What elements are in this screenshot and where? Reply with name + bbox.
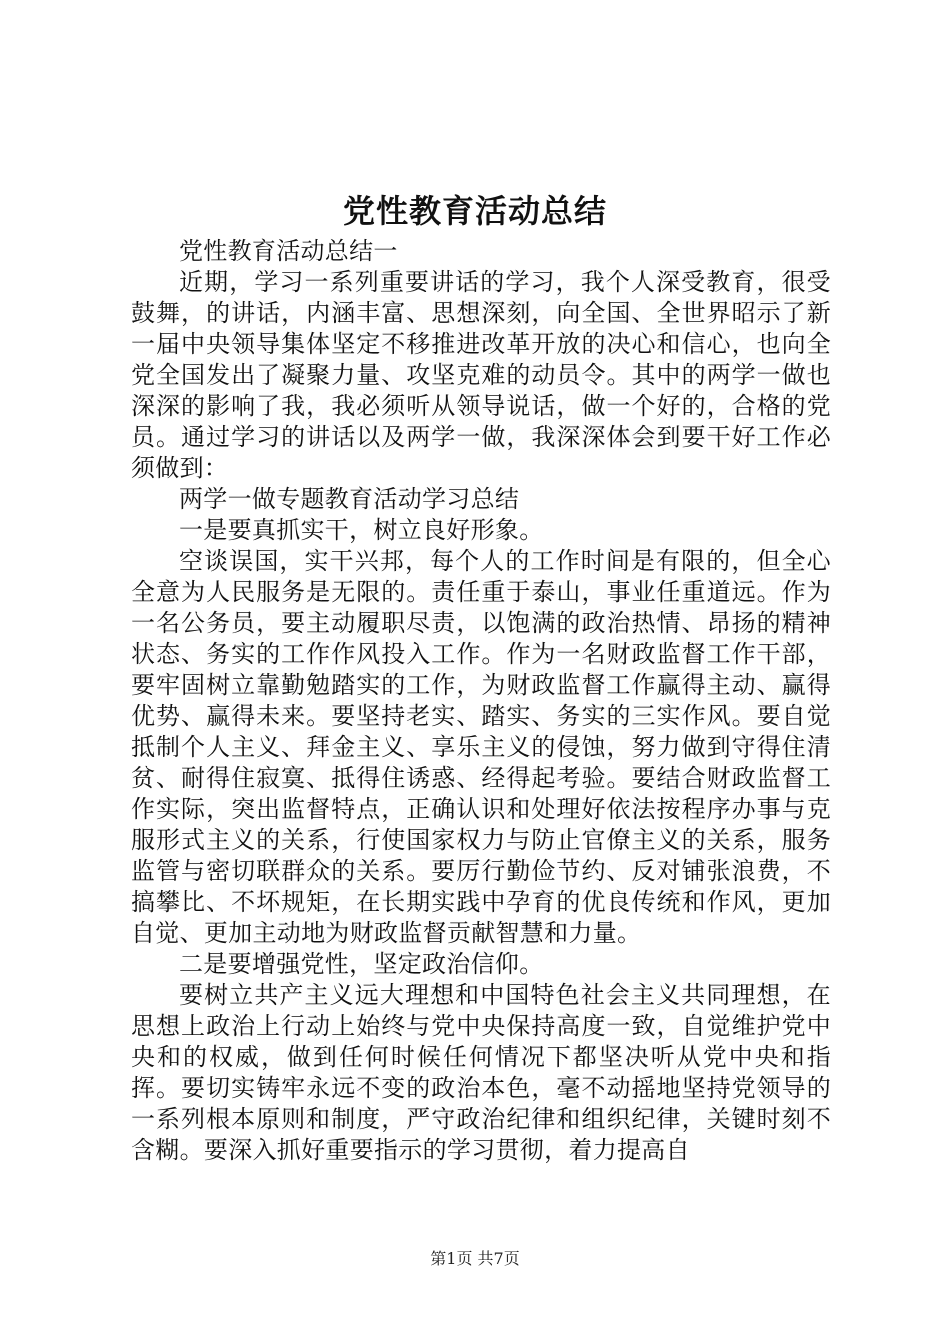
document-title: 党性教育活动总结	[342, 192, 607, 230]
paragraph: 近期，学习一系列重要讲话的学习，我个人深受教育，很受鼓舞，的讲话，内涵丰富、思想深刻，向全国、全世界昭示了新一届中央领导集体坚定不移推进改革开放的决心和信心，也向全党全国发出了凝聚力量、攻坚克难的动员令。其中的两学一做也深深的影响了我，我必须听从领导说话，做一个好的，合格的党员。通过学习的讲话以及两学一做，我深深体会到要干好工作必须做到：	[131, 268, 831, 482]
paragraph: 空谈误国，实干兴邦，每个人的工作时间是有限的，但全心全意为人民服务是无限的。责任重于泰山，事业任重道远。作为一名公务员，要主动履职尽责，以饱满的政治热情、昂扬的精神状态、务实的工作作风投入工作。作为一名财政监督工作干部，要牢固树立靠勤勉踏实的工作，为财政监督工作赢得主动、赢得优势、赢得未来。要坚持老实、踏实、务实的三实作风。要自觉抵制个人主义、拜金主义、享乐主义的侵蚀，努力做到守得住清贫、耐得住寂寞、抵得住诱惑、经得起考验。要结合财政监督工作实际，突出监督特点，正确认识和处理好依法按程序办事与克服形式主义的关系，行使国家权力与防止官僚主义的关系，服务监管与密切联群众的关系。要厉行勤俭节约、反对铺张浪费，不搞攀比、不坏规矩，在长期实践中孕育的优良传统和作风，更加自觉、更加主动地为财政监督贡献智慧和力量。	[131, 547, 831, 947]
paragraph: 要树立共产主义远大理想和中国特色社会主义共同理想，在思想上政治上行动上始终与党中央保持高度一致，自觉维护党中央和的权威，做到任何时候任何情况下都坚决听从党中央和指挥。要切实铸牢永远不变的政治本色，毫不动摇地坚持党领导的一系列根本原则和制度，严守政治纪律和组织纪律，关键时刻不含糊。要深入抓好重要指示的学习贯彻，着力提高自	[131, 981, 831, 1164]
paragraph: 二是要增强党性，坚定政治信仰。	[179, 950, 544, 978]
page-footer: 第1页 共7页	[430, 1249, 520, 1268]
paragraph: 党性教育活动总结一	[179, 237, 398, 265]
paragraph: 一是要真抓实干，树立良好形象。	[179, 516, 544, 544]
document-body	[131, 236, 831, 1166]
paragraph: 两学一做专题教育活动学习总结	[179, 485, 520, 513]
